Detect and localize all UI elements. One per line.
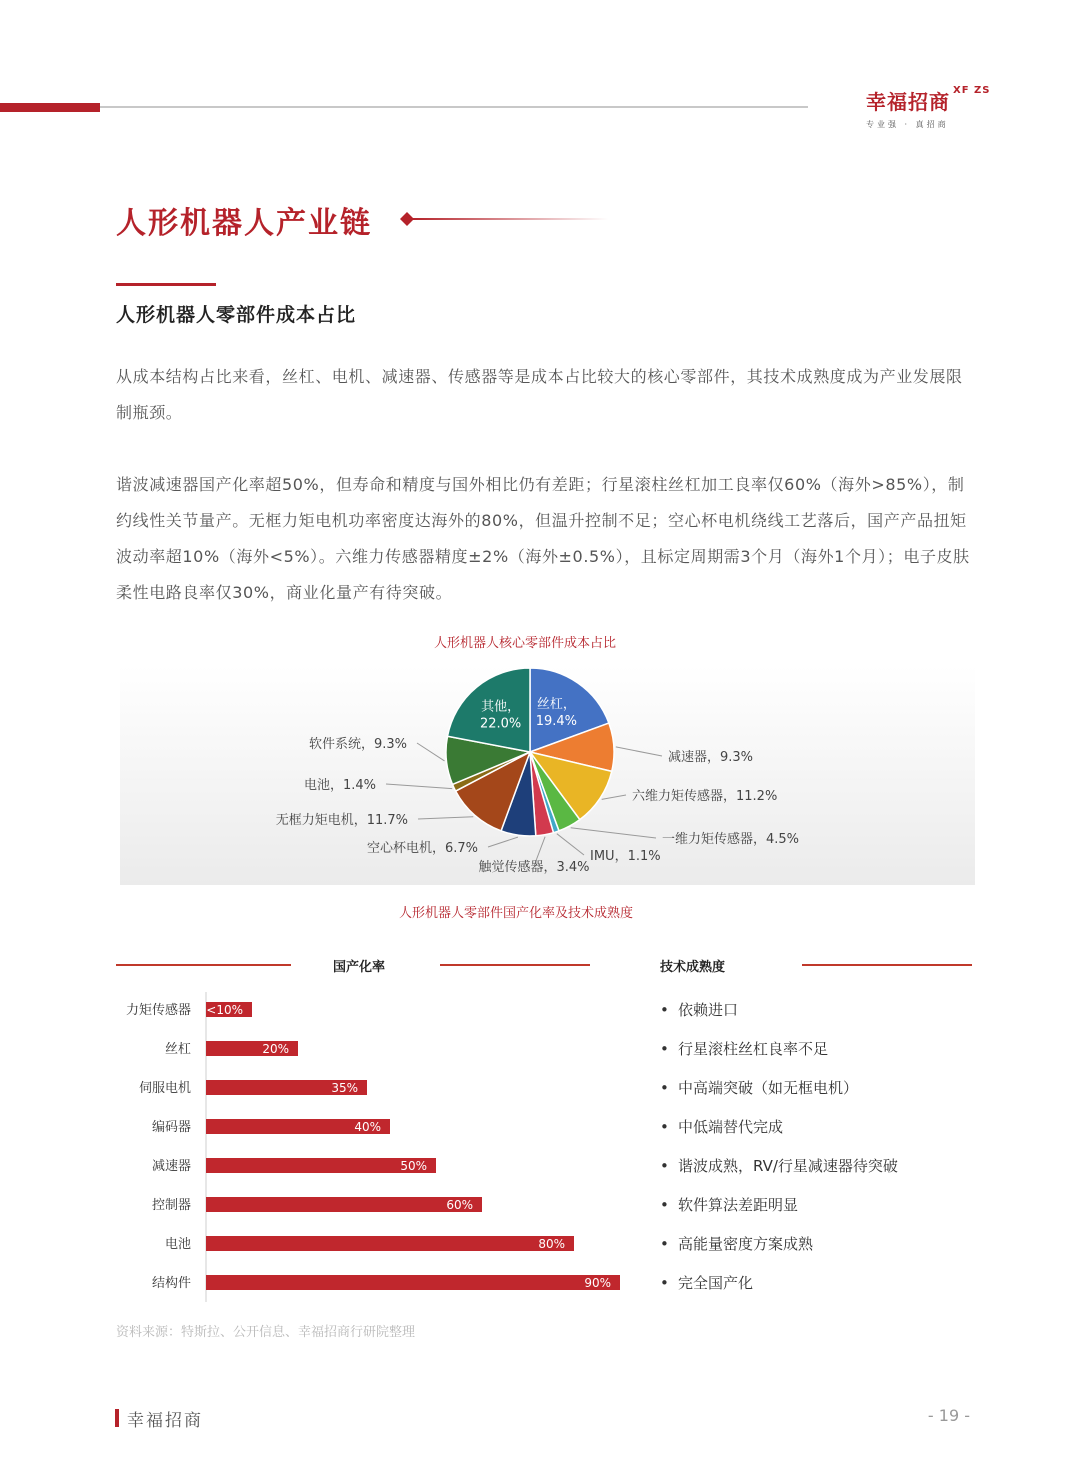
header-rule-left	[116, 964, 291, 966]
brand-logo	[866, 85, 991, 132]
footer-brand: 幸福招商	[127, 1411, 203, 1431]
bar-value-label: 40%	[354, 1120, 381, 1134]
bar-value-label: <10%	[206, 1003, 243, 1017]
bar-value-label: 90%	[584, 1276, 611, 1290]
paragraph-2: 谐波减速器国产化率超50%，但寿命和精度与国外相比仍有差距；行星滚柱丝杠加工良率仅60%（海外>85%），制约线性关节量产。无框力矩电机功率密度达海外的80%，但温升控制不足；空心杯电机绕线工艺落后，国产产品扭矩波动率超10%（海外<5%）。六维力传感器精度±2%（海外±0.5%），且标定周期需3个月（海外1个月）；电子皮肤柔性电路良率仅30%，商业化量产有待突破。	[116, 475, 970, 602]
maturity-item-text: 中低端替代完成	[678, 1118, 784, 1136]
bar-6	[206, 1236, 574, 1251]
pie-leader-2	[602, 795, 626, 799]
pie-label-8: 电池，1.4%	[303, 778, 376, 793]
header-rule-right	[802, 964, 972, 966]
bullet-icon: •	[660, 1157, 669, 1175]
pie-leader-3	[571, 828, 656, 838]
maturity-header: 技术成熟度	[660, 960, 726, 975]
maturity-item-text: 行星滚柱丝杠良率不足	[678, 1040, 829, 1058]
pie-label-9: 软件系统，9.3%	[308, 737, 407, 752]
bar-category-label: 编码器	[151, 1120, 191, 1135]
bar-value-label: 35%	[331, 1081, 358, 1095]
maturity-item	[660, 1155, 898, 1176]
page-title: 人形机器人产业链	[116, 206, 372, 241]
pie-label-5: 触觉传感器，3.4%	[478, 860, 590, 875]
bar-category-label: 力矩传感器	[125, 1003, 191, 1018]
footer-accent-bar	[115, 1409, 119, 1427]
bullet-icon: •	[660, 1196, 669, 1214]
bullet-icon: •	[660, 1274, 669, 1292]
bar-value-label: 20%	[262, 1042, 289, 1056]
pie-chart	[120, 660, 975, 885]
bar-chart-title: 人形机器人零部件国产化率及技术成熟度	[398, 906, 633, 921]
bullet-icon: •	[660, 1235, 669, 1253]
bullet-icon: •	[660, 1118, 669, 1136]
bar-value-label: 50%	[400, 1159, 427, 1173]
pie-label-2: 六维力矩传感器，11.2%	[632, 789, 778, 804]
maturity-item	[660, 1116, 783, 1137]
pie-label-4: IMU，1.1%	[590, 849, 661, 864]
pie-label-10: 其他， 22.0%	[479, 699, 522, 732]
bar-category-label: 电池	[164, 1237, 191, 1252]
bar-category-label: 伺服电机	[138, 1081, 191, 1096]
bar-7	[206, 1275, 620, 1290]
pie-leader-9	[417, 743, 445, 761]
header-rule-middle	[440, 964, 590, 966]
pie-leader-4	[557, 834, 584, 855]
pie-leader-1	[616, 747, 662, 756]
maturity-item	[660, 1038, 828, 1059]
pie-label-6: 空心杯电机，6.7%	[366, 841, 478, 856]
pie-label-0: 丝杠， 19.4%	[535, 697, 578, 730]
header-red-bar	[0, 103, 100, 112]
maturity-list	[660, 990, 980, 1305]
localization-header: 国产化率	[333, 960, 386, 975]
pie-leader-7	[418, 817, 473, 819]
maturity-item-text: 高能量密度方案成熟	[678, 1235, 814, 1253]
maturity-item	[660, 1272, 753, 1293]
section-title: 人形机器人零部件成本占比	[116, 304, 357, 326]
bar-5	[206, 1197, 482, 1212]
localization-bar-chart	[100, 990, 640, 1305]
pie-leader-6	[488, 837, 518, 847]
title-decoration	[398, 209, 608, 229]
bullet-icon: •	[660, 1079, 669, 1097]
bullet-icon: •	[660, 1001, 669, 1019]
maturity-item-text: 中高端突破（如无框电机）	[678, 1079, 859, 1097]
bar-category-label: 减速器	[151, 1159, 191, 1174]
pie-chart-title: 人形机器人核心零部件成本占比	[433, 636, 616, 651]
paragraph-1: 从成本结构占比来看，丝杠、电机、减速器、传感器等是成本占比较大的核心零部件，其技术成熟度成为产业发展限制瓶颈。	[116, 367, 963, 422]
pie-leader-8	[386, 784, 452, 789]
maturity-item	[660, 1077, 858, 1098]
bar-category-label: 丝杠	[164, 1042, 191, 1057]
bar-category-label: 控制器	[151, 1198, 191, 1213]
logo-mark: XF ZS	[953, 85, 991, 96]
maturity-item	[660, 1233, 813, 1254]
source-note: 资料来源：特斯拉、公开信息、幸福招商行研院整理	[116, 1325, 416, 1340]
section-accent-line	[116, 283, 216, 286]
maturity-item	[660, 999, 738, 1020]
pie-label-7: 无框力矩电机，11.7%	[275, 813, 408, 828]
maturity-item	[660, 1194, 798, 1215]
bar-value-label: 60%	[446, 1198, 473, 1212]
maturity-item-text: 依赖进口	[678, 1001, 739, 1019]
maturity-item-text: 软件算法差距明显	[678, 1196, 799, 1214]
logo-text: 幸福招商	[866, 90, 950, 114]
logo-slogan: 专业强 · 真招商	[866, 120, 949, 129]
pie-label-1: 减速器，9.3%	[668, 750, 754, 765]
page-number: - 19 -	[927, 1406, 970, 1425]
maturity-item-text: 完全国产化	[678, 1274, 754, 1292]
bullet-icon: •	[660, 1040, 669, 1058]
pie-label-3: 一维力矩传感器，4.5%	[662, 832, 800, 847]
maturity-item-text: 谐波成熟，RV/行星减速器待突破	[678, 1157, 898, 1175]
header-divider	[100, 106, 808, 108]
bar-category-label: 结构件	[151, 1276, 191, 1291]
bar-value-label: 80%	[538, 1237, 565, 1251]
